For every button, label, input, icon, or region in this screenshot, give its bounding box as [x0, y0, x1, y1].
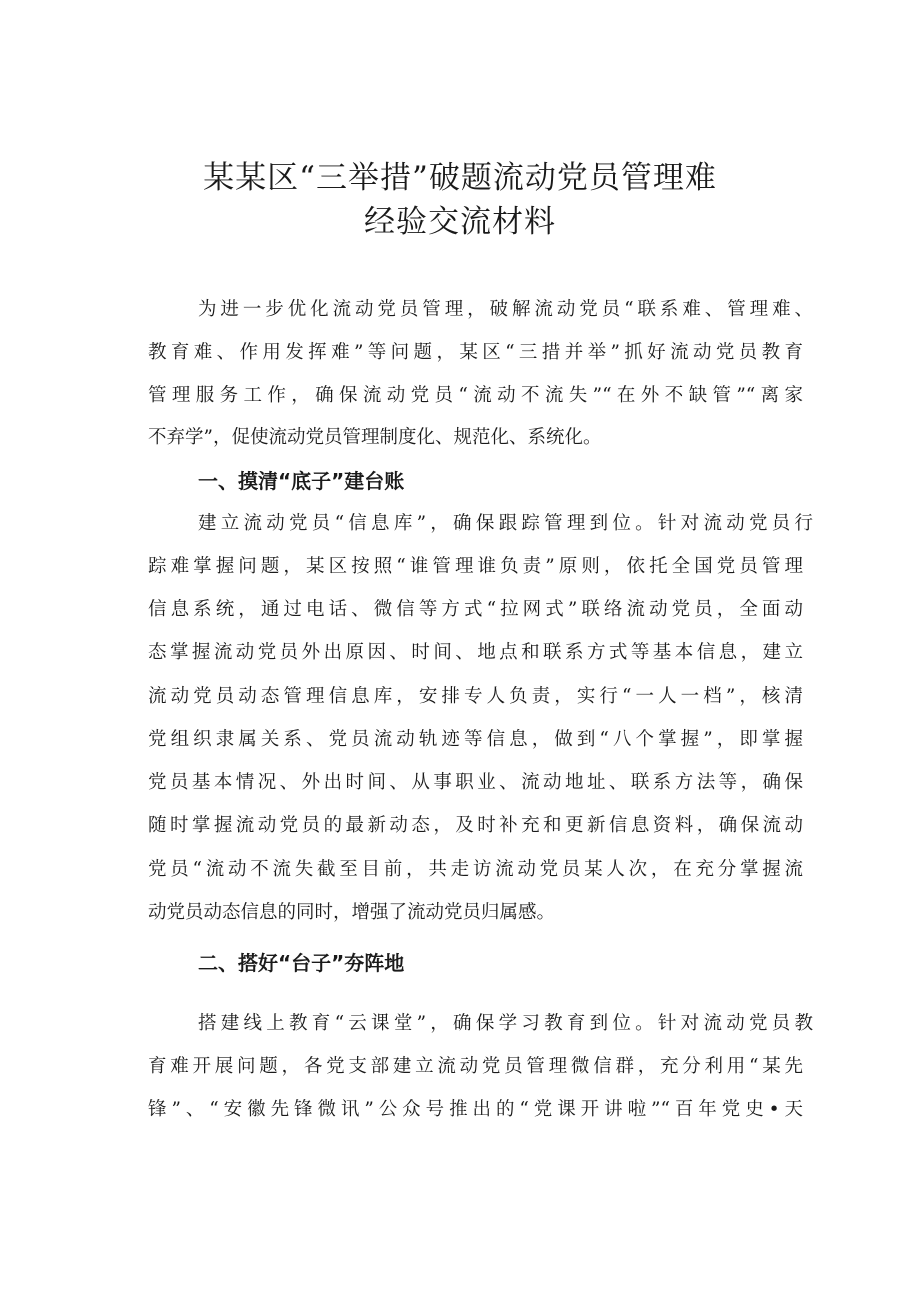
- section-2-line: 搭建线上教育“云课堂”，确保学习教育到位。针对流动党员教: [198, 1013, 813, 1034]
- section-1-line: 踪难掌握问题，某区按照“谁管理谁负责”原则，依托全国党员管理: [148, 556, 803, 577]
- section-2-line: 育难开展问题，各党支部建立流动党员管理微信群，充分利用“某先: [148, 1056, 803, 1077]
- document-title-line-2: 经验交流材料: [364, 204, 556, 240]
- section-2-line: 锋”、“安徽先锋微讯”公众号推出的“党课开讲啦”“百年党史•天: [148, 1099, 803, 1120]
- intro-line: 教育难、作用发挥难”等问题，某区“三措并举”抓好流动党员教育: [148, 342, 803, 363]
- section-1-line: 态掌握流动党员外出原因、时间、地点和联系方式等基本信息，建立: [148, 642, 803, 663]
- section-2-heading: 二、搭好“台子”夯阵地: [198, 951, 405, 975]
- intro-line: 管理服务工作，确保流动党员“流动不流失”“在外不缺管”“离家: [148, 385, 803, 406]
- section-1-line: 流动党员动态管理信息库，安排专人负责，实行“一人一档”，核清: [148, 686, 803, 707]
- section-1-line: 党组织隶属关系、党员流动轨迹等信息，做到“八个掌握”，即掌握: [148, 729, 803, 750]
- document-title-line-1: 某某区“三举措”破题流动党员管理难: [203, 160, 717, 196]
- section-1-line: 党员“流动不流失截至目前，共走访流动党员某人次，在充分掌握流: [148, 859, 803, 880]
- section-1-line: 建立流动党员“信息库”，确保跟踪管理到位。针对流动党员行: [198, 513, 813, 534]
- intro-line: 为进一步优化流动党员管理，破解流动党员“联系难、管理难、: [198, 299, 813, 320]
- intro-line: 不弃学”，促使流动党员管理制度化、规范化、系统化。: [148, 427, 602, 448]
- section-1-line: 随时掌握流动党员的最新动态，及时补充和更新信息资料，确保流动: [148, 815, 803, 836]
- section-1-line: 动党员动态信息的同时，增强了流动党员归属感。: [148, 902, 556, 923]
- section-1-line: 党员基本情况、外出时间、从事职业、流动地址、联系方法等，确保: [148, 772, 803, 793]
- section-1-line: 信息系统，通过电话、微信等方式“拉网式”联络流动党员，全面动: [148, 599, 803, 620]
- section-1-heading: 一、摸清“底子”建台账: [198, 469, 405, 493]
